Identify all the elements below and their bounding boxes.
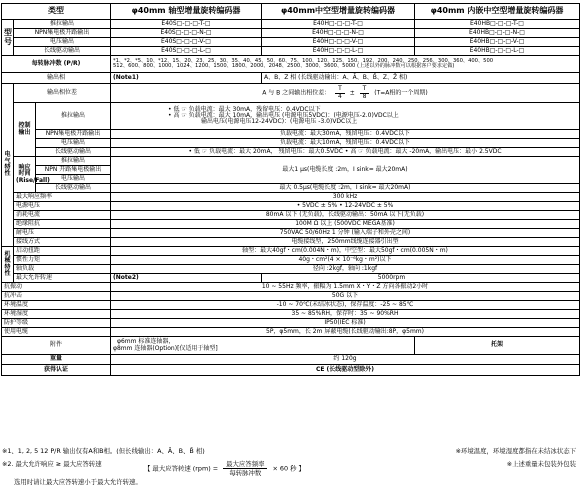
spec-table xyxy=(1,3,580,376)
output-phase-note: (Note1) xyxy=(111,73,262,84)
current-label: 消耗电流 xyxy=(14,211,111,220)
resp-row-label: 电压输出 xyxy=(36,175,111,184)
connection-value: 电缆接线型，250mm线缆连接器引出型 xyxy=(111,238,580,247)
env-label: 使用电缆 xyxy=(2,328,111,337)
speed-value: 5000rpm xyxy=(262,274,580,283)
type-header: 类型 xyxy=(2,4,111,20)
max-freq-label: 最大响应频率 xyxy=(14,193,111,202)
inertia-label: 惯性力矩 xyxy=(14,256,111,265)
model-value: E40S□-□-□-N-□ xyxy=(111,29,262,38)
env-value: 5P，φ5mm，长 2m 屏蔽电缆(长线驱动输出:8P，φ5mm) xyxy=(111,328,580,337)
weight-label: 重量 xyxy=(2,355,111,365)
ctrl-row-label: 推拉输出 xyxy=(36,103,111,130)
ctrl-value: 负载电流：最大10mA，残留电压：0.4VDC以下 xyxy=(111,139,580,148)
model-value: E40H□-□-□-V-□ xyxy=(262,38,415,47)
ctrl-row-label: 长线驱动输出 xyxy=(36,148,111,157)
col-blind-hollow-header: φ40mm 内嵌中空型增量旋转编码器 xyxy=(415,4,580,20)
phase-diff-text: A 与 B 之间输出相位差： xyxy=(262,89,331,97)
model-row-label: 推拉输出 xyxy=(14,20,111,29)
electrical-group-label: 电气特性 xyxy=(2,84,14,247)
withstand-value: 750VAC 50/60Hz 1 分钟 (输入端子和外壳之间) xyxy=(111,229,580,238)
insulation-value: 100M Ω 以上 (500VDC MEGA基准) xyxy=(111,220,580,229)
env-value: IP50(IEC 标准) xyxy=(111,319,580,328)
model-value: E40H□-□-□-L-□ xyxy=(262,47,415,56)
env-value: 35 ~ 85%RH，保存时：35 ~ 90%RH xyxy=(111,310,580,319)
power-label: 电源电压 xyxy=(14,202,111,211)
cert-label: 获得认证 xyxy=(2,365,111,376)
output-phase-value: A、B、Z 相 (长线驱动输出：A、Ā、B、B̄、Z、Z̄ 相) xyxy=(262,73,580,84)
ppr-label: 每转脉冲数 (P/R) xyxy=(2,56,111,73)
output-phase-label: 输出相 xyxy=(2,73,111,84)
mechanical-group-label: 机械特性 xyxy=(2,247,14,283)
model-row-label: NPN集电极开路输出 xyxy=(14,29,111,38)
env-value: 10 ~ 55Hz 频率，振幅为 1.5mm X・Y・Z 方向各振动2小时 xyxy=(111,283,580,292)
model-value: E40HB□-□-□-V-□ xyxy=(415,38,580,47)
env-value: 50G 以下 xyxy=(111,292,580,301)
ppr-values xyxy=(111,56,580,73)
inertia-value: 40g・cm²(4 × 10⁻⁶kg・m²)以下 xyxy=(111,256,580,265)
model-row-label: 长线驱动输出 xyxy=(14,47,111,56)
model-value: E40HB□-□-□-N-□ xyxy=(415,29,580,38)
model-group-label: 型号 xyxy=(2,20,14,56)
formula-fraction: $\frac{\text{最大应答频率}}{\text{每转脉冲数}}$ xyxy=(223,460,267,477)
note-2b: 选用时请让最大应答转速小于最大允许转速。 xyxy=(14,478,142,486)
env-label: 环境湿度 xyxy=(2,310,111,319)
model-value: E40H□-□-□-N-□ xyxy=(262,29,415,38)
power-value: • 5VDC ± 5% • 12-24VDC ± 5% xyxy=(111,202,580,211)
ctrl-value: • 低 ☞ 负载电流：最大 20mA， 残留电压：最大0.5VDC • 高 ☞ 负载电流：最大 -20mA，输出电压：最小 2.5VDC xyxy=(111,148,580,157)
ppr-line-2: 512、600、800、1000、1024、1200、1500、1800、2000、2048、2500、3000、3600、5000 (上述以外的脉冲数可以根据客户要求定做) xyxy=(113,63,455,69)
speed-note: (Note2) xyxy=(111,274,262,283)
resp-row-label: NPN 开路集电极输出 xyxy=(36,166,111,175)
control-output-label: 控制输出 xyxy=(14,103,36,157)
note-2a: ※2. 最大允许响应 ≥ 最大应答转速 xyxy=(2,460,102,468)
resp-value-2: 最大 0.5μs(电缆长度 :2m，I sink= 最大20mA) xyxy=(111,184,580,193)
model-row-label: 电压输出 xyxy=(14,38,111,47)
env-value: -10 ~ 70℃(未结冰状态)，保存温度：-25 ~ 85℃ xyxy=(111,301,580,310)
accessory-bracket: 托架 xyxy=(415,337,580,355)
accessory-value: φ6mm 标准连轴器， φ8mm 连轴器(Option)[仅适用于轴型] xyxy=(111,337,415,355)
ctrl-value: 负载电流：最大30mA，残留电压：0.4VDC以下 xyxy=(111,130,580,139)
fraction-t4: $\frac{T}{4}$ xyxy=(335,86,345,100)
formula: 【 最大应答转速 (rpm) = $\frac{\text{最大应答频率}}{\text{每转脉冲数}}$ × 60 秒 】 xyxy=(144,460,305,477)
col-hollow-header: φ40mm中空型增量旋转编码器 xyxy=(262,4,415,20)
insulation-label: 绝缘阻抗 xyxy=(14,220,111,229)
note-1: ※1、1, 2, 5 12 P/R 输出仅有A和B相。(但长线输出：A、Ā、B、B̄ 相) xyxy=(2,447,205,455)
footnotes xyxy=(2,447,578,491)
cert-value: CE (长线驱动型除外) xyxy=(111,365,580,376)
ctrl-row-label: NPN集电极开路输出 xyxy=(36,130,111,139)
model-value: E40HB□-□-□-L-□ xyxy=(415,47,580,56)
torque-value: 轴型：最大40gf・cm(0.004N・m)，中空型：最大50gf・cm(0.005N・m) xyxy=(111,247,580,256)
col-shaft-header: φ40mm 轴型增量旋转编码器 xyxy=(111,4,262,20)
response-time-label: 响应时间 (Rise/Fall) xyxy=(14,157,36,193)
env-label: 环境温度 xyxy=(2,301,111,310)
resp-value-1: 最大1 μs(电缆长度 :2m，I sink= 最大20mA) xyxy=(111,157,580,184)
env-label: 抗冲击 xyxy=(2,292,111,301)
connection-label: 接线方式 xyxy=(14,238,111,247)
resp-row-label: 推拉输出 xyxy=(36,157,111,166)
model-value: E40S□-□-□-L-□ xyxy=(111,47,262,56)
phase-diff-value: A 与 B 之间输出相位差： $\frac{T}{4}$ ± $\frac{T}{8}$ (T=A相的一个周期) xyxy=(111,84,580,103)
torque-label: 启动扭距 xyxy=(14,247,111,256)
model-value: E40HB□-□-□-T-□ xyxy=(415,20,580,29)
ctrl-pushpull-value: • 低 ☞ 负载电流：最大 30mA，残留电压：0.4VDC以下 • 高 ☞ 负载电流：最大 10mA，输出电压 (电源电压5VDC)：(电源电压-2.0)VDC以上 输出电压(电源电压12-24VDC)：(电源电压 -3.0)VDC以上 xyxy=(111,103,580,130)
phase-diff-period: (T=A相的一个周期) xyxy=(374,89,428,97)
resp-row-label: 长线驱动输出 xyxy=(36,184,111,193)
load-label: 轴负载 xyxy=(14,265,111,274)
weight-value: 约 120g xyxy=(111,355,580,365)
note-weight: ※上述重量未包装外包装 xyxy=(506,460,576,468)
withstand-label: 耐电压 xyxy=(14,229,111,238)
model-value: E40S□-□-□-T-□ xyxy=(111,20,262,29)
fraction-t8: $\frac{T}{8}$ xyxy=(360,86,370,100)
note-env: ※环境温度，环境湿度都指在未结冰状态下 xyxy=(455,447,576,455)
ppr-line-1: *1、*2、*5、10、*12、15、20、23、25、30、35、40、45、50、60、75、100、120、125、150、192、200、240、250、256、300、360、400、500 xyxy=(113,57,494,64)
ctrl-row-label: 电压输出 xyxy=(36,139,111,148)
max-freq-value: 300 kHz xyxy=(111,193,580,202)
current-value: 80mA 以下 (无负载)，长线驱动输出：50mA 以下(无负载) xyxy=(111,211,580,220)
speed-label: 最大允许转速 xyxy=(14,274,111,283)
model-value: E40S□-□-□-V-□ xyxy=(111,38,262,47)
load-value: 径向 :2kgf，轴向 :1kgf xyxy=(111,265,580,274)
env-label: 抗振动 xyxy=(2,283,111,292)
env-label: 防护等级 xyxy=(2,319,111,328)
model-value: E40H□-□-□-T-□ xyxy=(262,20,415,29)
accessory-label: 附件 xyxy=(2,337,111,355)
phase-diff-label: 输出相位差 xyxy=(14,84,111,103)
